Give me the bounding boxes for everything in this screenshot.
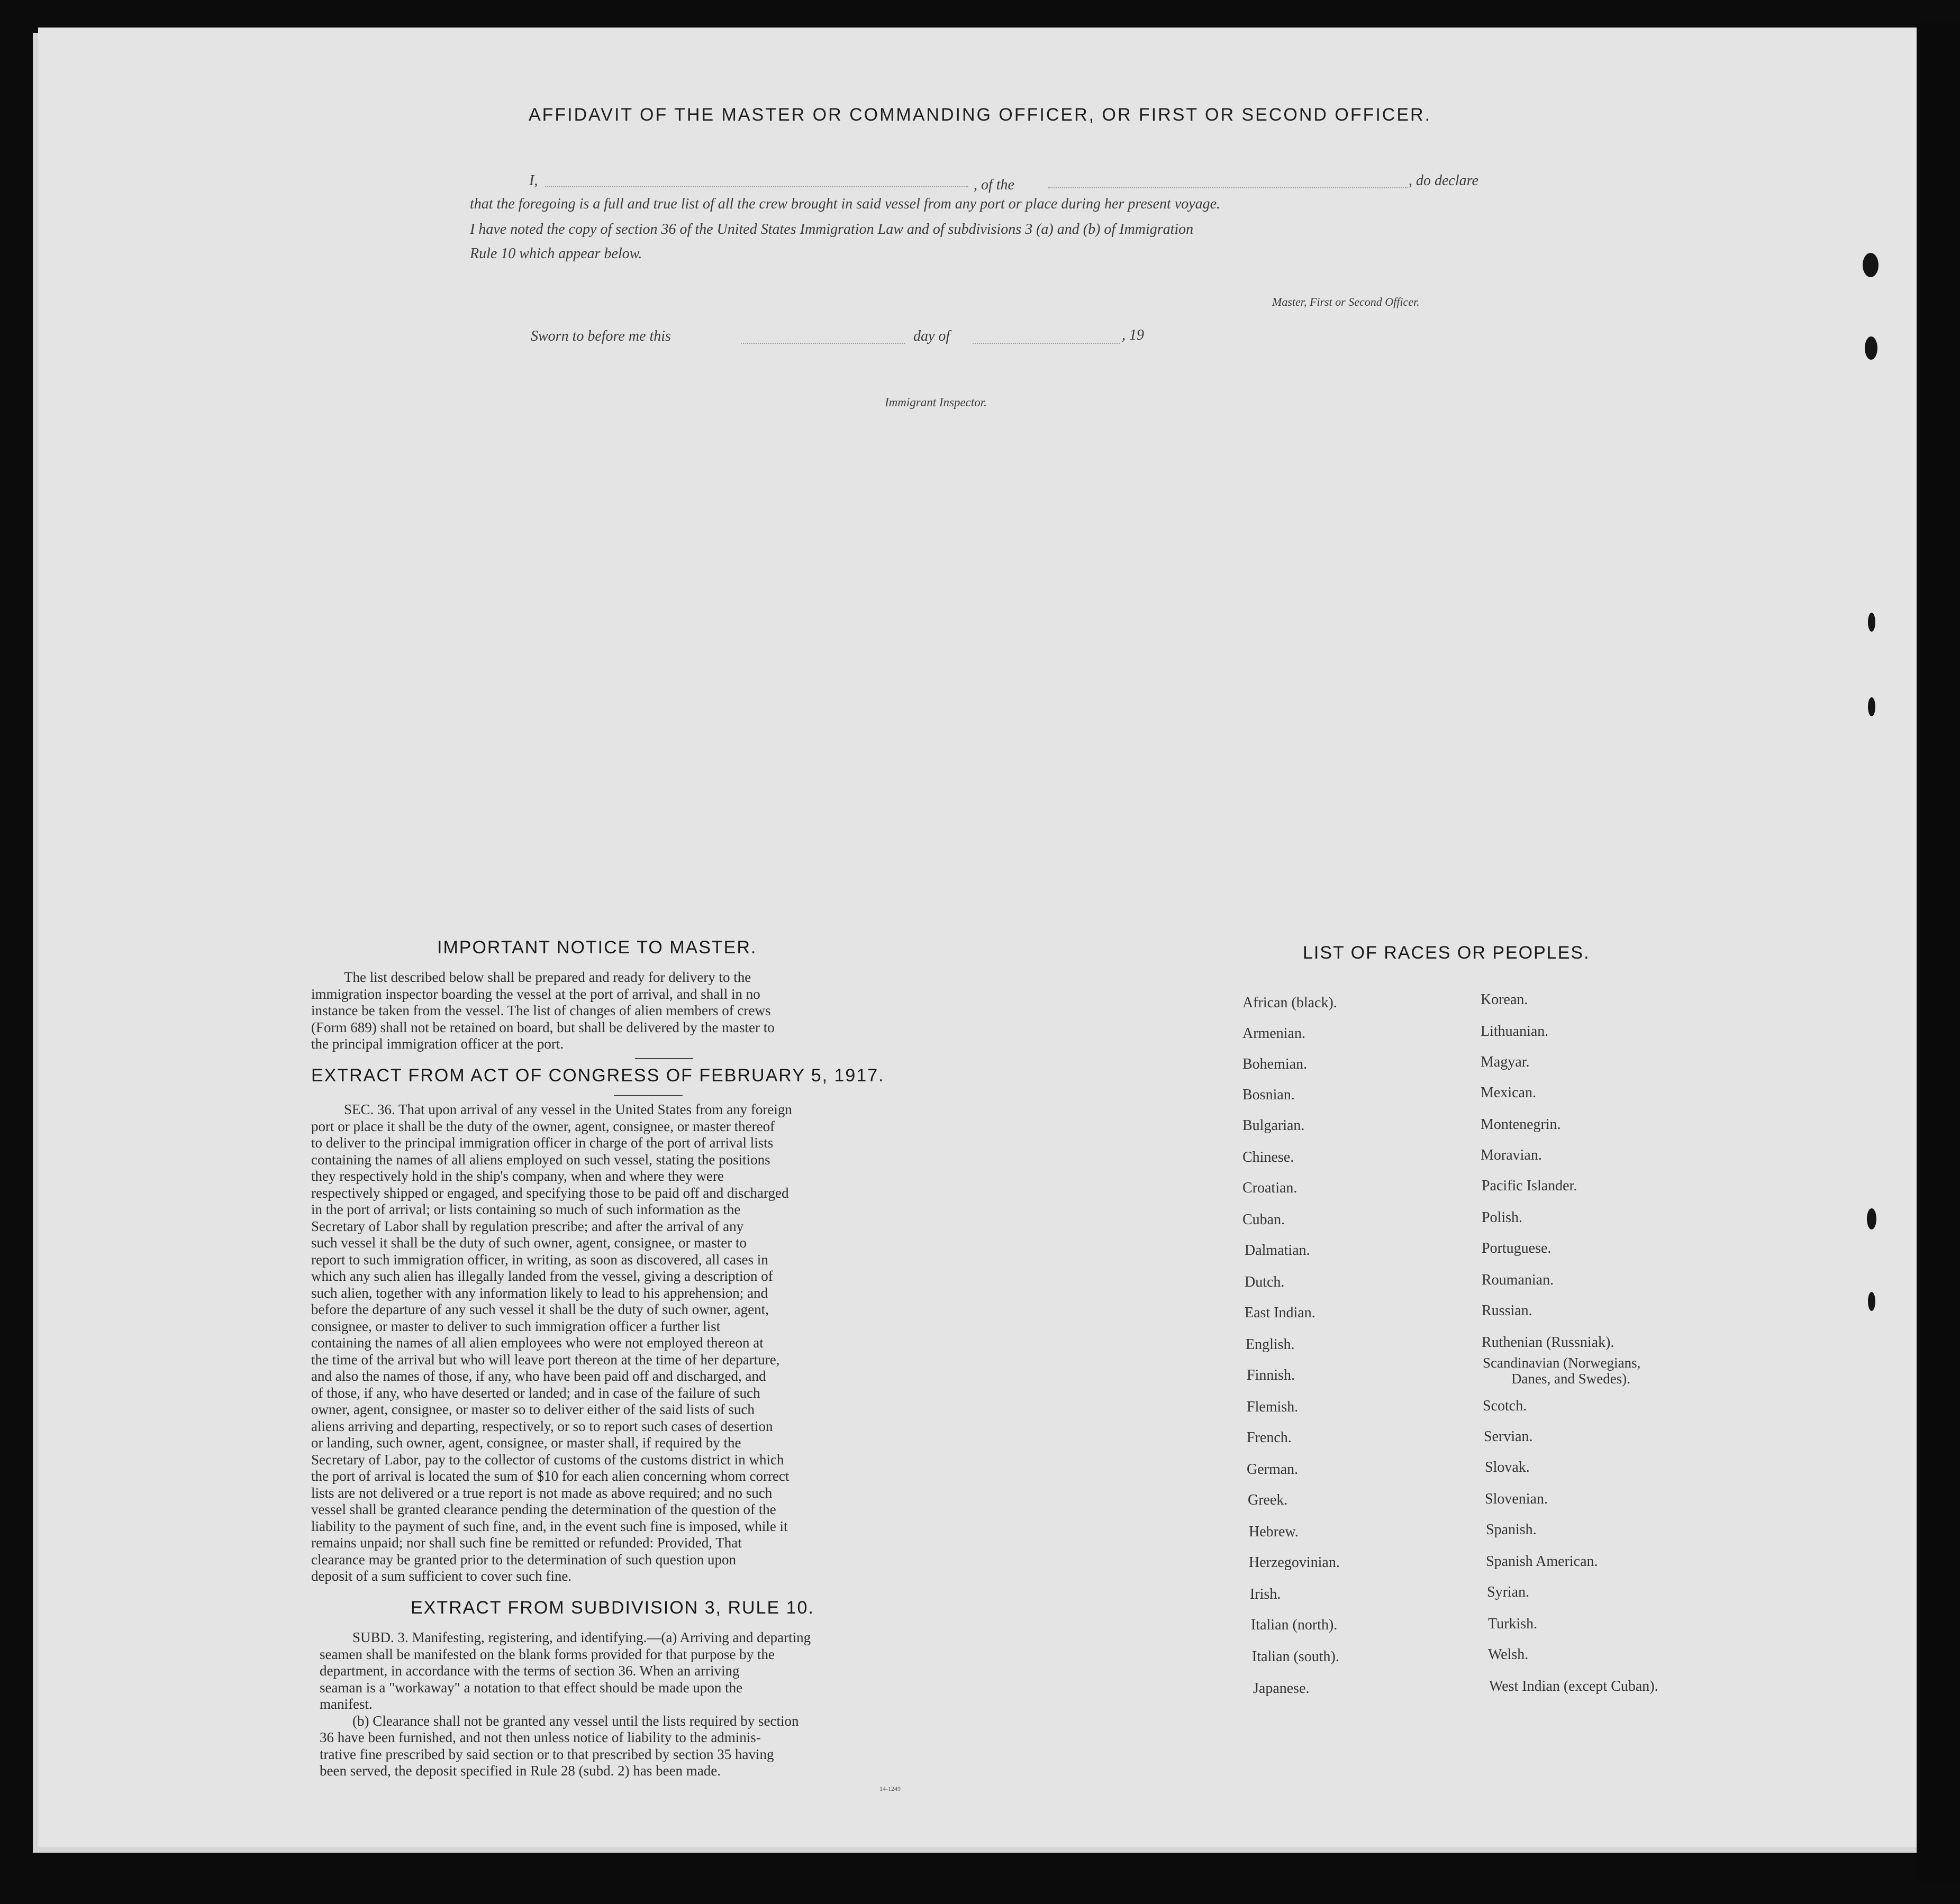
- race-item: Servian.: [1484, 1428, 1533, 1445]
- sworn-month-blank: [973, 331, 1120, 344]
- master-signature-label: Master, First or Second Officer.: [1272, 295, 1420, 308]
- race-item: Korean.: [1481, 991, 1528, 1008]
- race-item: Chinese.: [1242, 1149, 1294, 1165]
- name-blank-line: [545, 175, 968, 187]
- race-item: Russian.: [1482, 1302, 1532, 1319]
- act-line: in the port of arrival; or lists containing so much of such information as the: [311, 1201, 741, 1217]
- inspector-signature-label: Immigrant Inspector.: [885, 396, 987, 409]
- act-line: such vessel it shall be the duty of such owner, agent, consignee, or master to: [311, 1235, 747, 1251]
- act-line: Secretary of Labor, pay to the collector of customs of the customs district in which: [311, 1451, 784, 1468]
- race-item: Spanish American.: [1486, 1553, 1598, 1570]
- race-item: Bosnian.: [1242, 1087, 1295, 1103]
- race-item: Flemish.: [1247, 1399, 1299, 1415]
- race-item: Armenian.: [1242, 1025, 1305, 1042]
- race-item: Japanese.: [1253, 1680, 1310, 1697]
- race-item: Turkish.: [1488, 1616, 1538, 1632]
- notice-line: (Form 689) shall not be retained on board, but shall be delivered by the master to: [311, 1019, 775, 1035]
- act-line: owner, agent, consignee, or master so to deliver either of the said lists of such: [311, 1401, 755, 1417]
- act-line: which any such alien has illegally landed from the vessel, giving a description of: [311, 1268, 773, 1284]
- race-item: Mexican.: [1481, 1085, 1536, 1101]
- race-item: Bulgarian.: [1242, 1117, 1305, 1134]
- act-line: containing the names of all aliens employed on such vessel, stating the positions: [311, 1151, 770, 1168]
- race-item: Polish.: [1482, 1209, 1523, 1226]
- act-line: to deliver to the principal immigration officer in charge of the port of arrival lists: [311, 1135, 774, 1151]
- race-item: Magyar.: [1481, 1054, 1530, 1070]
- rule-line: (b) Clearance shall not be granted any vessel until the lists required by section: [352, 1712, 799, 1729]
- affidavit-declare-label: , do declare: [1409, 172, 1478, 189]
- race-item: Portuguese.: [1482, 1240, 1551, 1256]
- act-line: the time of the arrival but who will leave port thereon at the time of her departure,: [311, 1351, 780, 1368]
- vessel-blank-line: [1048, 176, 1408, 188]
- act-line: before the departure of any such vessel it shall be the duty of such owner, agent,: [311, 1301, 769, 1317]
- rule-line: department, in accordance with the terms of section 36. When an arriving: [320, 1663, 740, 1679]
- affidavit-text-line-2: I have noted the copy of section 36 of the United States Immigration Law and of subdivisions 3 (a) and (b) of Immigration: [470, 221, 1194, 238]
- race-item: Bohemian.: [1242, 1056, 1308, 1072]
- act-line: the port of arrival is located the sum of $10 for each alien concerning whom correct: [311, 1468, 790, 1484]
- rule-line: manifest.: [320, 1696, 373, 1712]
- extract-act-body: [311, 1101, 941, 1585]
- sworn-label: Sworn to before me this: [531, 328, 671, 344]
- race-item: Hebrew.: [1249, 1524, 1299, 1540]
- race-item: Ruthenian (Russniak).: [1482, 1334, 1614, 1351]
- act-line: consignee, or master to deliver to such immigration officer a further list: [311, 1318, 721, 1334]
- act-line: clearance may be granted prior to the determination of such question upon: [311, 1551, 736, 1568]
- binding-mark: [1868, 613, 1875, 632]
- race-item: Greek.: [1248, 1492, 1288, 1508]
- race-item: German.: [1247, 1461, 1299, 1478]
- act-line: of those, if any, who have deserted or landed; and in case of the failure of such: [311, 1384, 760, 1401]
- rule-line: SUBD. 3. Manifesting, registering, and identifying.—(a) Arriving and departing: [352, 1629, 811, 1645]
- race-item: Irish.: [1250, 1586, 1281, 1602]
- extract-act-title: EXTRACT FROM ACT OF CONGRESS OF FEBRUARY 5, 1917.: [311, 1065, 885, 1086]
- act-line: port or place it shall be the duty of the owner, agent, consignee, or master thereof: [311, 1118, 775, 1134]
- act-line: such alien, together with any information likely to lead to his apprehension; and: [311, 1284, 768, 1301]
- act-line: vessel shall be granted clearance pending the determination of the question of the: [311, 1501, 776, 1517]
- race-item: West Indian (except Cuban).: [1489, 1678, 1658, 1695]
- race-item: Cuban.: [1242, 1211, 1285, 1228]
- race-item: Dalmatian.: [1245, 1242, 1310, 1259]
- extract-rule-body: [320, 1629, 947, 1780]
- race-item: East Indian.: [1245, 1305, 1315, 1321]
- scan-edge: [1917, 21, 1960, 1883]
- notice-line: immigration inspector boarding the vessel at the port of arrival, and shall in no: [311, 986, 760, 1002]
- act-line: deposit of a sum sufficient to cover such fine.: [311, 1568, 572, 1584]
- binding-mark: [1865, 336, 1877, 360]
- race-item: African (black).: [1242, 995, 1337, 1011]
- sworn-day-blank: [741, 331, 905, 344]
- rule-line: been served, the deposit specified in Rule 28 (subd. 2) has been made.: [320, 1763, 721, 1779]
- act-line: respectively shipped or engaged, and specifying those to be paid off and discharged: [311, 1185, 789, 1201]
- act-line: lists are not delivered or a true report is not made as above required; and no such: [311, 1484, 773, 1501]
- binding-mark: [1863, 253, 1879, 277]
- binding-mark: [1867, 1208, 1876, 1229]
- race-item: Syrian.: [1487, 1584, 1530, 1600]
- races-title: LIST OF RACES OR PEOPLES.: [1303, 943, 1590, 963]
- race-item: Herzegovinian.: [1249, 1554, 1340, 1571]
- notice-line: instance be taken from the vessel. The list of changes of alien members of crews: [311, 1003, 771, 1018]
- affidavit-text-line-1: that the foregoing is a full and true list of all the crew brought in said vessel from any port or place during her present voyage.: [470, 196, 1221, 212]
- act-line: report to such immigration officer, in writing, as soon as discovered, all cases in: [311, 1251, 768, 1268]
- act-line: remains unpaid; nor shall such fine be remitted or refunded: Provided, That: [311, 1535, 742, 1551]
- form-number: 14-1249: [879, 1785, 901, 1792]
- binding-mark: [1868, 697, 1875, 716]
- rule-line: seaman is a "workaway" a notation to that effect should be made upon the: [320, 1679, 743, 1696]
- act-line: they respectively hold in the ship's company, when and where they were: [311, 1168, 724, 1184]
- rule-line: 36 have been furnished, and not then unless notice of liability to the adminis-: [320, 1729, 761, 1745]
- day-of-label: day of: [913, 328, 950, 344]
- act-line: SEC. 36. That upon arrival of any vessel in the United States from any foreign: [344, 1101, 792, 1117]
- affidavit-of-the-label: , of the: [974, 177, 1014, 193]
- race-item: Slovenian.: [1485, 1491, 1548, 1507]
- race-item: Scandinavian (Norwegians,: [1483, 1355, 1641, 1371]
- race-item: Dutch.: [1245, 1274, 1285, 1290]
- race-item-continued: Danes, and Swedes).: [1511, 1371, 1630, 1387]
- sworn-year-label: , 19: [1122, 327, 1144, 343]
- notice-line: the principal immigration officer at the port.: [311, 1036, 564, 1052]
- act-line: containing the names of all alien employees who were not employed thereon at: [311, 1335, 764, 1351]
- race-item: Croatian.: [1242, 1180, 1297, 1196]
- section-divider: [614, 1095, 683, 1096]
- binding-mark: [1868, 1292, 1875, 1311]
- race-item: English.: [1246, 1336, 1295, 1353]
- affidavit-title: AFFIDAVIT OF THE MASTER OR COMMANDING OFFICER, OR FIRST OR SECOND OFFICER.: [528, 105, 1432, 125]
- section-divider: [635, 1058, 693, 1059]
- rule-line: trative fine prescribed by said section or to that prescribed by section 35 having: [320, 1746, 774, 1762]
- act-line: aliens arriving and departing, respectively, or so to report such cases of desertion: [311, 1418, 773, 1434]
- act-line: liability to the payment of such fine, and, in the event such fine is imposed, while it: [311, 1518, 788, 1534]
- affidavit-i-label: I,: [529, 172, 538, 189]
- race-item: Italian (south).: [1252, 1648, 1339, 1665]
- race-item: Slovak.: [1485, 1459, 1530, 1475]
- race-item: Italian (north).: [1251, 1617, 1338, 1633]
- race-item: Welsh.: [1488, 1646, 1529, 1663]
- race-item: Pacific Islander.: [1482, 1178, 1577, 1194]
- notice-title: IMPORTANT NOTICE TO MASTER.: [437, 937, 757, 958]
- act-line: and also the names of those, if any, who have been paid off and discharged, and: [311, 1368, 766, 1384]
- race-item: Scotch.: [1483, 1398, 1527, 1414]
- race-item: French.: [1247, 1429, 1292, 1446]
- act-line: or landing, such owner, agent, consignee, or master shall, if required by the: [311, 1435, 741, 1451]
- notice-body: [311, 969, 941, 1053]
- extract-rule-title: EXTRACT FROM SUBDIVISION 3, RULE 10.: [411, 1598, 814, 1618]
- race-item: Finnish.: [1247, 1367, 1295, 1383]
- race-item: Spanish.: [1486, 1522, 1537, 1538]
- race-item: Roumanian.: [1482, 1272, 1554, 1288]
- rule-line: seamen shall be manifested on the blank forms provided for that purpose by the: [320, 1646, 775, 1662]
- notice-line: The list described below shall be prepared and ready for delivery to the: [344, 969, 751, 985]
- affidavit-text-line-3: Rule 10 which appear below.: [470, 245, 642, 262]
- act-line: Secretary of Labor shall by regulation prescribe; and after the arrival of any: [311, 1218, 744, 1234]
- race-item: Lithuanian.: [1481, 1023, 1549, 1040]
- race-item: Moravian.: [1481, 1147, 1542, 1163]
- race-item: Montenegrin.: [1481, 1116, 1561, 1133]
